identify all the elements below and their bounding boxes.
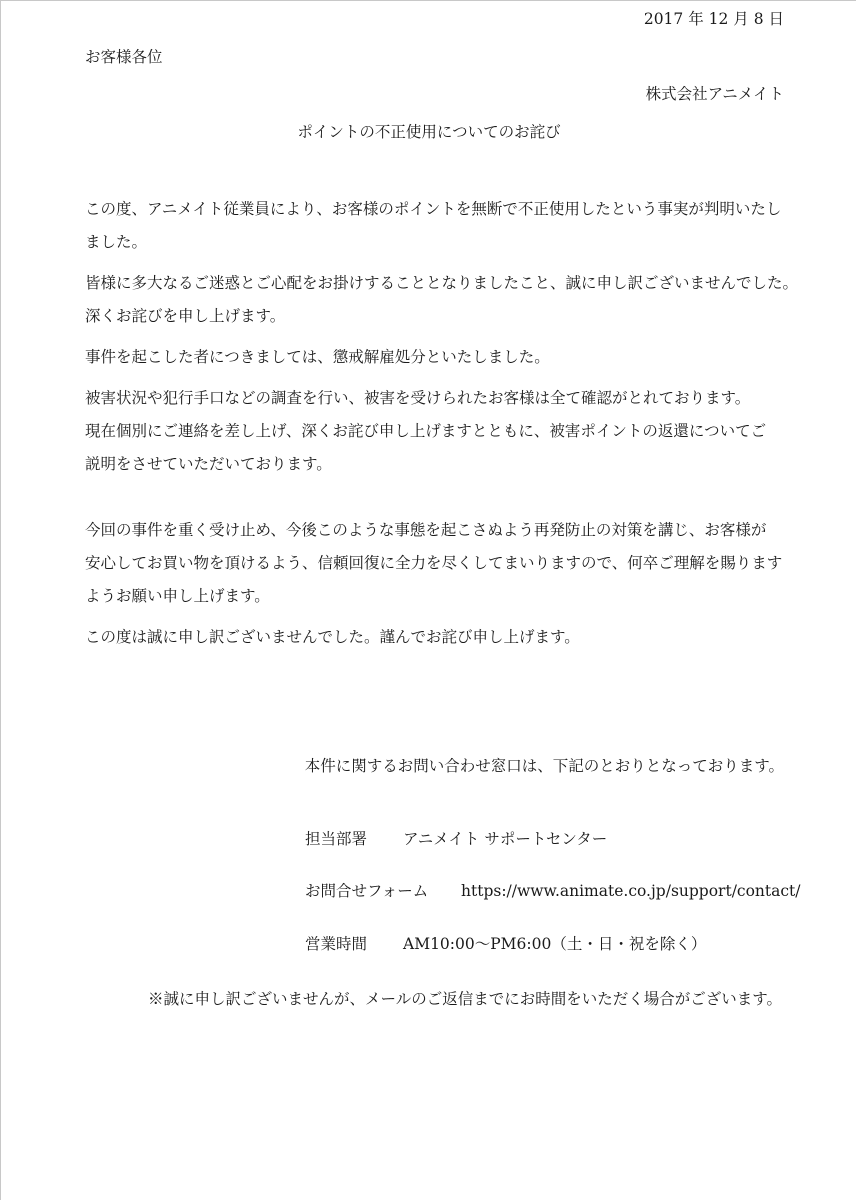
- form-label: お問合せフォーム: [305, 882, 429, 900]
- addressee: お客様各位: [85, 48, 163, 66]
- reply-delay-note: ※誠に申し訳ございませんが、メールのご返信までにお時間をいただく場合がございます。: [148, 990, 782, 1008]
- hours-label: 営業時間: [305, 935, 368, 953]
- text-line: ました。: [85, 233, 148, 251]
- paragraph-dismissal: [85, 341, 785, 374]
- text-line: 事件を起こした者につきましては、懲戒解雇処分といたしました。: [85, 348, 550, 366]
- text-line: 説明をさせていただいております。: [85, 455, 332, 473]
- department-label: 担当部署: [305, 830, 368, 848]
- text-line: 皆様に多大なるご迷惑とご心配をお掛けすることとなりましたこと、誠に申し訳ございませんでした。: [85, 274, 799, 292]
- contact-department-row: [305, 827, 607, 849]
- text-line: 今回の事件を重く受け止め、今後このような事態を起こさぬよう再発防止の対策を講じ、お客様が: [85, 521, 767, 539]
- contact-intro: 本件に関するお問い合わせ窓口は、下記のとおりとなっております。: [304, 757, 784, 775]
- document-date: 2017 年 12 月 8 日: [643, 10, 784, 28]
- contact-hours-row: [305, 932, 706, 954]
- text-line: この度、アニメイト従業員により、お客様のポイントを無断で不正使用したという事実が判明いたし: [85, 200, 782, 218]
- paragraph-closing: [85, 621, 785, 654]
- hours-value: AM10:00～PM6:00（土・日・祝を除く）: [403, 935, 707, 953]
- paragraph-apology: [85, 267, 799, 333]
- contact-form-row: [305, 879, 801, 901]
- department-value: アニメイト サポートセンター: [403, 830, 608, 848]
- text-line: 深くお詫びを申し上げます。: [85, 307, 286, 325]
- sender-company: 株式会社アニメイト: [645, 85, 784, 103]
- paragraph-prevention: [85, 514, 785, 613]
- form-url: https://www.animate.co.jp/support/contact/: [461, 882, 801, 900]
- document-body: [85, 193, 799, 662]
- text-line: ようお願い申し上げます。: [85, 587, 270, 605]
- paragraph-investigation: [85, 382, 785, 481]
- text-line: この度は誠に申し訳ございませんでした。謹んでお詫び申し上げます。: [85, 628, 580, 646]
- document-title: ポイントの不正使用についてのお詫び: [297, 123, 561, 141]
- text-line: 被害状況や犯行手口などの調査を行い、被害を受けられたお客様は全て確認がとれております。: [85, 389, 751, 407]
- paragraph-discovery: [85, 193, 785, 259]
- text-line: 安心してお買い物を頂けるよう、信頼回復に全力を尽くしてまいりますので、何卒ご理解を賜ります: [85, 554, 783, 572]
- text-line: 現在個別にご連絡を差し上げ、深くお詫び申し上げますとともに、被害ポイントの返還についてご: [85, 422, 767, 440]
